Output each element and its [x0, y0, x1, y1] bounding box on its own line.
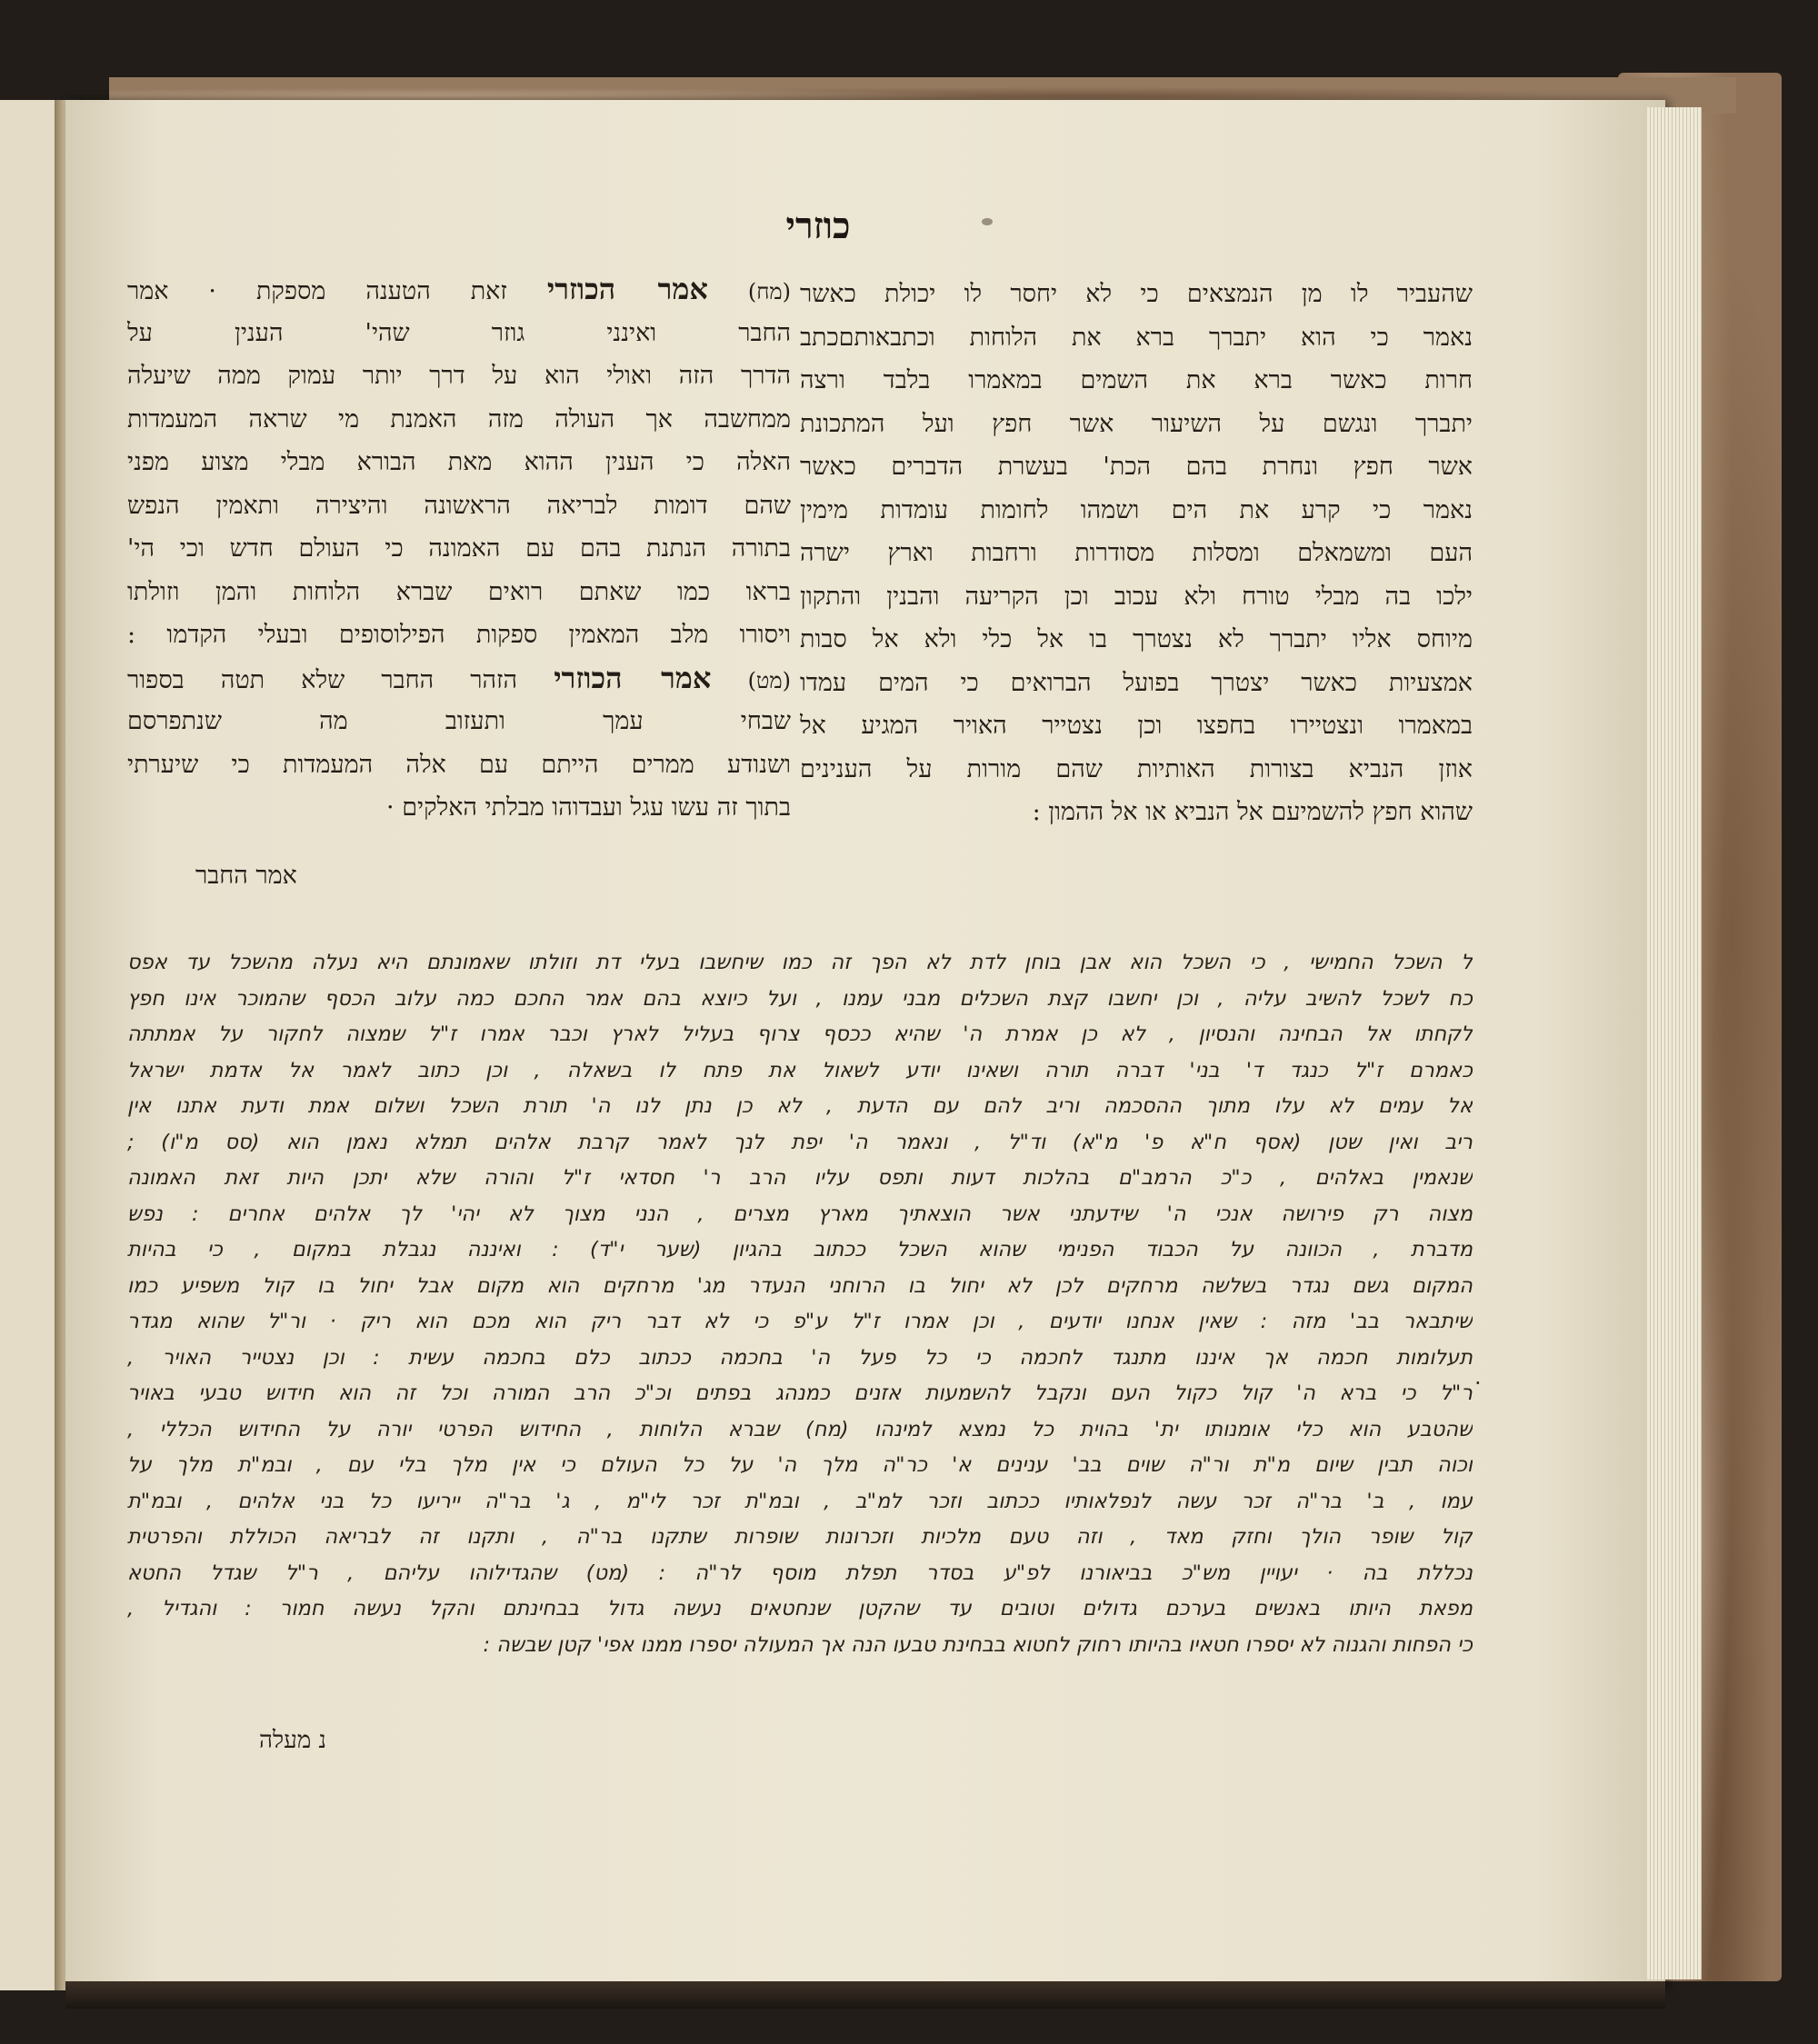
main-text-right-column — [800, 273, 1473, 834]
text-line — [127, 657, 791, 701]
line-text: במאמרו ונצטיירו בחפצו וכן נצטייר האויר המגיע אל — [800, 712, 1473, 740]
line-text: בתוך זה עשו עגל ועבדוהו מבלתי האלקים · — [386, 793, 791, 822]
text-line — [127, 743, 791, 787]
line-text: ויסורו מלב המאמין ספקות הפילוסופים ובעלי הקדמו : — [127, 621, 791, 649]
text-line — [800, 403, 1473, 446]
main-text-left-column — [127, 268, 791, 830]
line-text: אוזן הנביא בצורות האותיות שהם מורות על הענינים — [800, 754, 1473, 783]
line-text: הזהר החבר שלא תטה בספור — [127, 665, 518, 694]
text-line — [127, 527, 791, 571]
text-line — [800, 748, 1473, 792]
line-text: זאת הטענה מספקת · אמר — [127, 277, 507, 305]
line-text: האלה כי הענין ההוא מאת הבורא מבלי מצוע מפני — [127, 448, 791, 476]
commentary-line: ל השכל החמישי , כי השכל הוא אבן בוחן לדת לא הפך זה כמו שיחשבו בעלי דת וזולתו שאמונתם היא נעלה מהשכל עד אפס — [127, 951, 1473, 974]
commentary-line: שנאמין באלהים , כ"כ הרמב"ם בהלכות דעות ותפס עליו הרב ר' חסדאי ז"ל והורה שלא יתכן היות זאת האמונה — [127, 1166, 1473, 1190]
line-text: הדרך הזה ואולי הוא על דרך יותר עמוק ממה שיעלה — [127, 362, 791, 390]
commentary-line: לקחתו אל הבחינה והנסיון , לא כן אמרת ה' שהיא ככסף צרוף בעליל לארץ וכבר אמרו ז"ל שמצוה לחקור על אמתתה — [127, 1022, 1473, 1046]
line-text: נאמר כי הוא יתברך ברא את הלוחות וכתבאותםכתב — [800, 323, 1473, 352]
line-text: ממחשבה אך העולה מזה האמנת מי שראה המעמדות — [127, 404, 791, 434]
text-line — [800, 445, 1473, 489]
margin-dot-mark: · — [1474, 1371, 1482, 1396]
commentary-line: ריב ואין שטן (אסף ח"א פ' מ"א) וד"ל , ונאמר ה' יפת לנך לאמר קרבת אלהים תמלא נאמן הוא (סס מ"ו) ; — [127, 1130, 1473, 1154]
commentary-line: נכללת בה · יעויין מש"כ בביאורנו לפ"ע בסדר תפלת מוסף לר"ה : (מט) שהגדילוהו עליהם , ר"ל שגדל החטא — [127, 1560, 1473, 1585]
text-line — [800, 273, 1473, 316]
text-line — [800, 662, 1473, 705]
text-line — [127, 571, 791, 614]
text-line — [127, 354, 791, 398]
text-line — [127, 312, 791, 355]
text-line — [127, 700, 791, 743]
text-line — [800, 489, 1473, 533]
line-text: שהעביר לו מן הנמצאים כי לא יחסר לו יכולת כאשר — [800, 280, 1473, 308]
text-line — [127, 398, 791, 442]
line-text: שהם דומות לבריאה הראשונה והיצירה ותאמין הנפש — [127, 491, 791, 520]
text-line — [800, 532, 1473, 575]
line-text: החבר ואינני גוזר שהי' הענין על — [127, 318, 791, 347]
speaker-heading: אמר הכוזרי — [546, 272, 708, 306]
line-text: בתורה הנתנת בהם עם האמונה כי העולם חדש וכי הי' — [127, 534, 791, 563]
line-text: בראו כמו שאתם רואים שברא הלוחות והמן וזולתו — [127, 577, 791, 606]
commentary-line: אל עמים לא עלו מתוך ההסכמה וריב להם עם הדעת , לא כן נתן לנו ה' תורת השכל ושלום אמת ודעת אתנו אין — [127, 1094, 1473, 1118]
commentary-line: מדברת , הכוונה על הכבוד הפנימי שהוא השכל ככתוב בהגיון (שער י"ד) : ואיננה נגבלת במקום , כי בהיות — [127, 1238, 1473, 1261]
commentary-line: מצוה רק פירושה אנכי ה' שידעתני אשר הוצאתיך מארץ מצרים , הנני מצוך לא יהי' לך אלהים אחרים : נפש — [127, 1201, 1473, 1226]
commentary-line: שהטבע הוא כלי אומנותו ית' בהוית כל נמצא למינהו (מח) שברא הלוחות , החידוש הפרטי יורה על החידוש הכללי , — [127, 1417, 1473, 1441]
line-text: ושנודע ממרים הייתם עם אלה המעמדות כי שיערתי — [127, 750, 791, 779]
catchword: נ מעלה — [259, 1727, 326, 1754]
line-text: אשר חפץ ונחרת בהם הכת' בעשרת הדברים כאשר — [800, 453, 1473, 481]
page-stack-edge — [1647, 107, 1702, 1979]
commentary-line: עמו , ב' בר"ה זכר עשה לנפלאותיו ככתוב וזכר למ"ב , ובמ"ת זכר לי"מ , ג' בר"ה ייריעו כל בני אלהים , ובמ"ת — [127, 1489, 1473, 1513]
speaker-heading: אמר הכוזרי — [554, 660, 712, 695]
line-text: ילכו בה מבלי טורח ולא עכוב וכן הקריעה והבנין והתקון — [800, 582, 1473, 611]
text-line — [800, 791, 1473, 834]
line-text: שבחי עמך ותעזוב מה שנתפרסם — [127, 707, 791, 735]
line-text: אמצעיות כאשר יצטרך בפועל הברואים כי המים עמדו — [800, 668, 1473, 697]
bottom-shadow — [65, 1981, 1665, 2009]
line-text: העם ומשמאלם ומסלות מסודרות ורחבות וארץ ישרה — [800, 539, 1473, 567]
line-text: יתברך ונגשם על השיעור אשר חפץ ועל המתכונת — [800, 409, 1473, 438]
commentary-line: תעלומות חכמה אך איננו מתנגד לחכמה כי כל פעל ה' בחכמה ככתוב כלם בחכמה עשית : וכן נצטייר האויר , — [127, 1345, 1473, 1370]
line-text: שהוא חפץ להשמיעם אל הנביא או אל ההמון : — [1032, 798, 1473, 826]
commentary-line: כאמרם ז"ל כנגד ד' בני' דברה תורה ושאינו יודע לשאול את פתח לו בשאלה , וכן כתוב לאמר אל אדמת ישראל — [127, 1058, 1473, 1082]
text-line — [800, 316, 1473, 360]
section-number: (מח) — [747, 279, 791, 304]
commentary-line: המקום גשם נגדר בשלשה מרחקים לכן לא יחול בו הרוחני הנעדר מג' מרחקים הוא מקום אבל יחול בו קול משפיע כמו — [127, 1273, 1473, 1298]
commentary-line: קול שופר הולך וחזק מאד , וזה טעם מלכיות וזכרונות שופרות שתקנו בר"ה , ותקנו זה לבריאה הכוללת והפרטית — [127, 1525, 1473, 1549]
text-line — [800, 359, 1473, 403]
commentary-line: מפאת היותו באנשים בערכם גדולים וטובים עד שהקטן שנחטאים נעשה גדול בבחינתם והקל נעשה חמור : והגדיל , — [127, 1597, 1473, 1620]
text-line — [127, 484, 791, 528]
gutter-shadow — [55, 100, 65, 1990]
text-line — [127, 441, 791, 484]
section-number: (מט) — [747, 667, 791, 693]
ink-smudge — [982, 218, 993, 225]
line-text: נאמר כי קרע את הים ושמהו לחומות עומדות מימין — [800, 495, 1473, 524]
section-speaker-catchword: אמר החבר — [195, 862, 297, 890]
text-line — [800, 618, 1473, 662]
line-text: מיוחס אליו יתברך לא נצטרך בו אל כלי ולא אל סבות — [800, 625, 1473, 653]
commentary-line: שיתבאר בב' מזה : שאין אנחנו יודעים , וכן אמרו ז"ל ע"פ כי לא דבר ריק הוא מכם הוא ריק · ור"ל שהוא מגדר — [127, 1310, 1473, 1333]
text-line — [800, 704, 1473, 748]
commentary-line: ר"ל כי ברא ה' קול כקול העם ונקבל להשמעות אזנים כמנהג בפתים וכ"כ הרב המורה וכל זה הוא חידוש טבעי באויר — [127, 1381, 1473, 1405]
commentary-block — [127, 945, 1473, 1663]
running-head: כוזרי — [785, 204, 851, 247]
text-line — [127, 786, 791, 830]
commentary-line: כי הפחות והגנוה לא יספרו חטאיו בהיותו רחוק לחטוא בבחינת טבעו הנה אך המעולה יספרו ממנו אפי' קטן שבשה : — [483, 1632, 1473, 1657]
text-line — [127, 613, 791, 657]
text-line — [800, 575, 1473, 619]
line-text: חרות כאשר ברא את השמים במאמרו בלבד ורצה — [800, 366, 1473, 394]
text-line — [127, 268, 791, 312]
commentary-line: כח לשכל להשיב עליה , וכן יחשבו קצת השכלים מבני עמנו , ועל כיוצא בהם אמר החכם כמה עלוב הכסף שהמוכר אינו חפץ — [127, 986, 1473, 1011]
commentary-line: וכוה תבין שיום מ"ת ור"ה שוים בב' ענינים א' כר"ה מלך ה' על כל העולם כי אין מלך בלי עם , ובמ"ת מלך על — [127, 1453, 1473, 1477]
